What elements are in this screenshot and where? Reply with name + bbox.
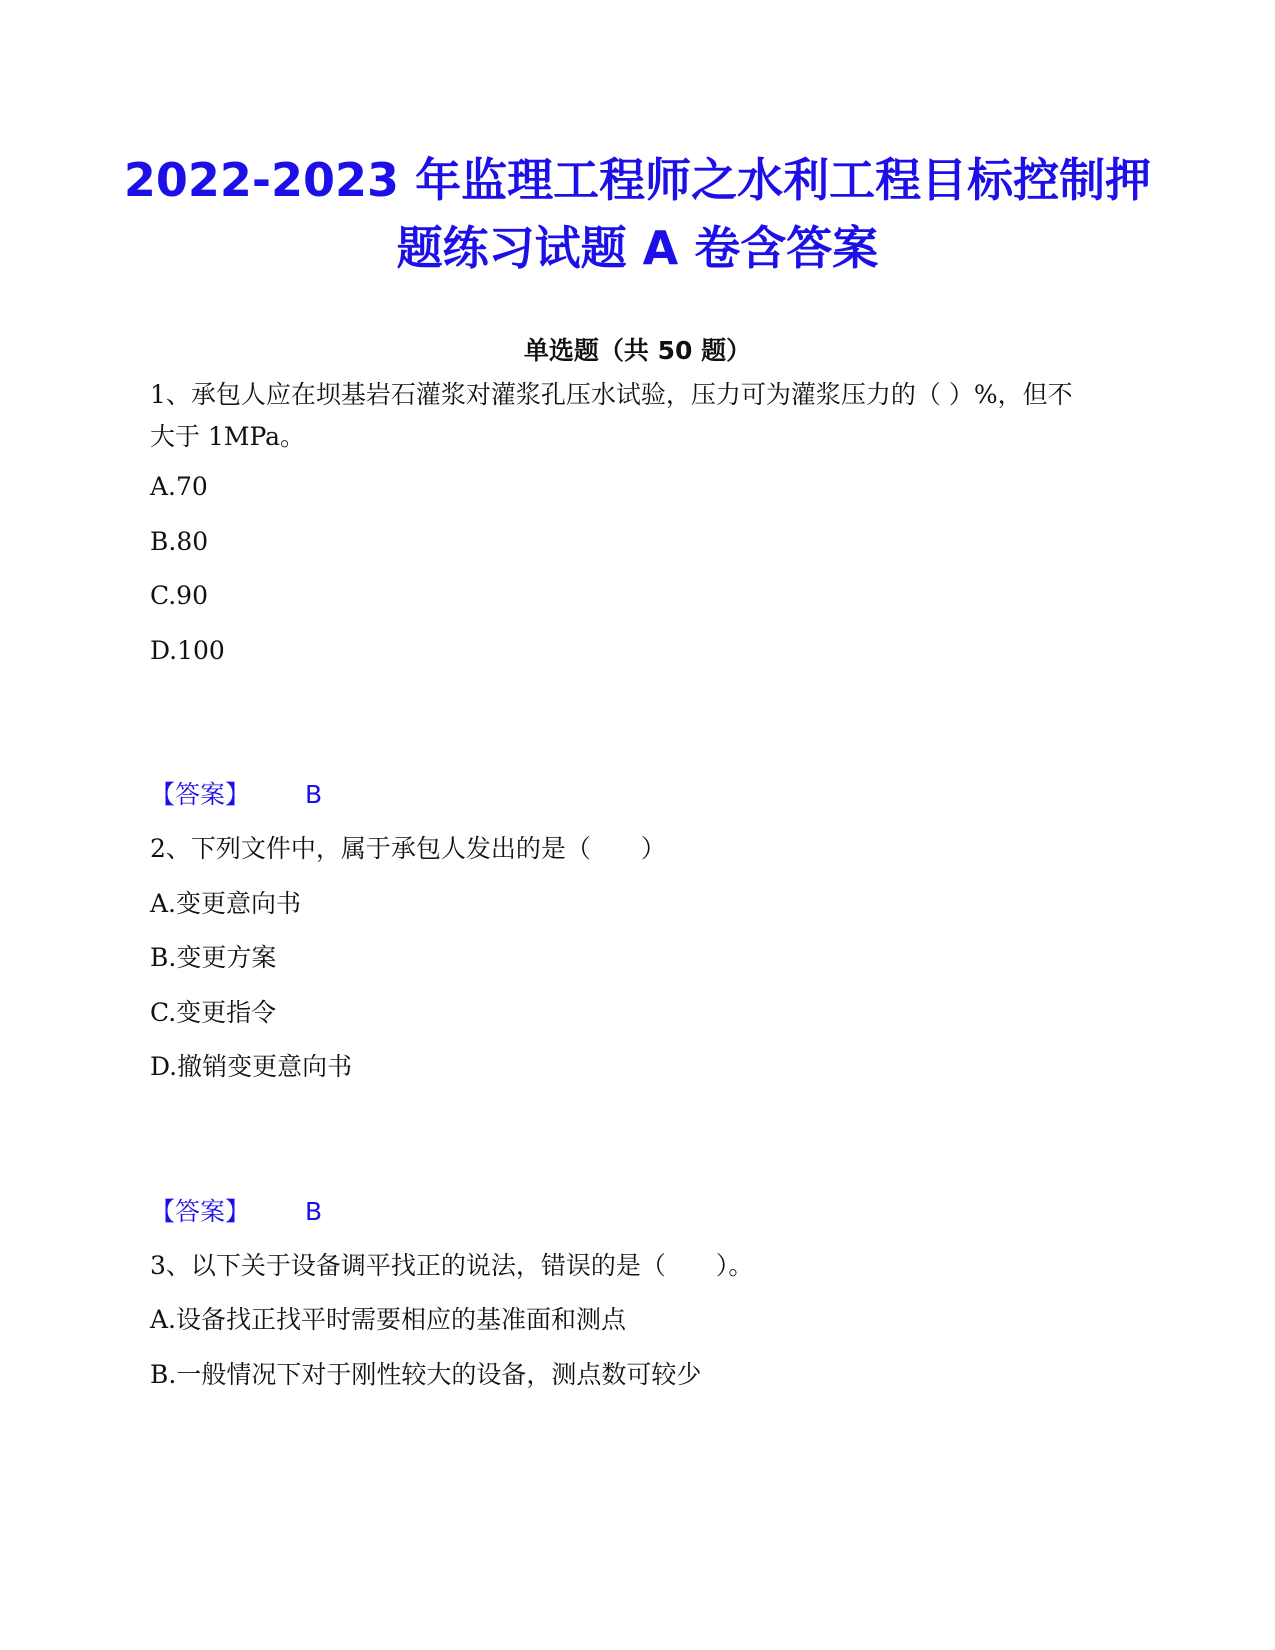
answer-value: B [305, 780, 323, 809]
question-2-option-d: D.撤销变更意向书 [150, 1052, 353, 1081]
answer-value: B [305, 1197, 323, 1226]
question-1-option-c: C.90 [150, 581, 208, 610]
question-2-stem: 2、下列文件中，属于承包人发出的是（ ） [150, 834, 666, 863]
document-title: 2022-2023 年监理工程师之水利工程目标控制押题练习试题 A 卷含答案 [123, 153, 1152, 275]
question-1-option-a: A.70 [150, 472, 208, 501]
answer-label: 【答案】 [150, 1197, 251, 1226]
question-1-option-d: D.100 [150, 636, 225, 665]
answer-label: 【答案】 [150, 780, 251, 809]
question-1-option-b: B.80 [150, 527, 209, 556]
question-3-option-b: B.一般情况下对于刚性较大的设备，测点数可较少 [150, 1360, 702, 1389]
question-2-option-c: C.变更指令 [150, 998, 277, 1027]
question-2-option-a: A.变更意向书 [150, 889, 302, 918]
section-heading: 单选题（共 50 题） [523, 336, 752, 365]
question-2-answer [150, 1195, 322, 1229]
question-2-option-b: B.变更方案 [150, 943, 277, 972]
question-3-stem: 3、以下关于设备调平找正的说法，错误的是（ ）。 [150, 1251, 754, 1280]
question-1-answer [150, 778, 322, 812]
question-3-option-a: A.设备找正找平时需要相应的基准面和测点 [150, 1305, 627, 1334]
question-1-stem: 1、承包人应在坝基岩石灌浆对灌浆孔压水试验，压力可为灌浆压力的（ ）%，但不大于 1MPa。 [150, 380, 1073, 451]
